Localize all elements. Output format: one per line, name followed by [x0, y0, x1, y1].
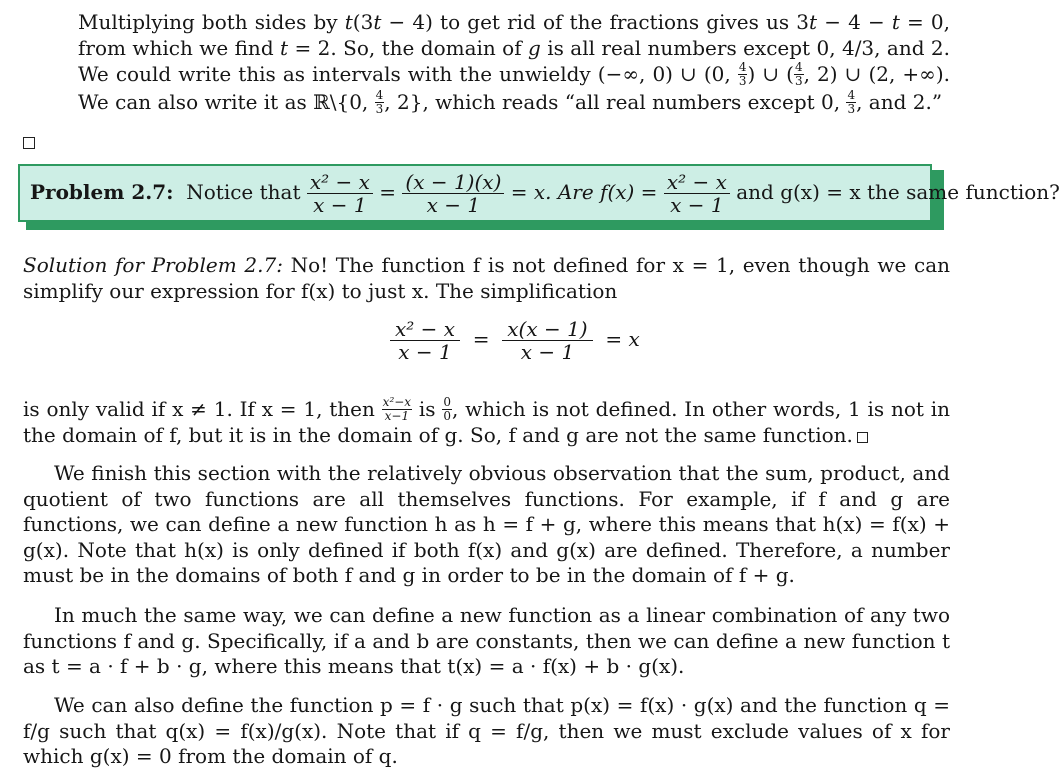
fraction-four-thirds: $\frac{4}{3}$ — [738, 60, 747, 89]
paragraph-domain-intro: Multiplying both sides by t(3t − 4) to get rid of the fractions gives us 3t − 4 − t = 0, from which we find t = 2. So, the domain of g is all real numbers except 0, 4/3, and 2. We could write this as intervals with the unwieldy (−∞, 0) ∪ (0, $\frac{4}{3}$ ) ∪ ( $\frac{4}{3}$ , 2) ∪ (2, +∞). We can also write it as ℝ\{0, $\frac{4}{3}$ , 2}, which reads “all real numbers except 0, $\frac{4}{3}$ , and 2.” — [78, 10, 951, 116]
fraction-four-thirds: $\frac{4}{3}$ — [375, 87, 384, 116]
inline-fraction-zero-over-zero: $\frac{0}{0}$ — [443, 395, 451, 424]
paragraph-sum-product-quotient: We finish this section with the relatively obvious observation that the sum, product, and quotient of two functions are all themselves functions. For example, if f and g are functions, we can define a new function h as h = f + g, where this means that h(x) = f(x) + g(x). Note that h(x) is only defined if both f(x) and g(x) are defined. Therefore, a number must be in the domains of both f and g in order to be in the domain of f + g. — [23, 461, 950, 588]
inline-fraction-x2-minus-x: $\frac{\text{x²−x}}{x-1}$ — [382, 395, 412, 424]
qed-square-icon — [857, 432, 868, 443]
paragraph-linear-combination: In much the same way, we can define a new function as a linear combination of any two functions f and g. Specifically, if a and b are constants, then we can define a new function t as t = a · f + b · g, where this means that t(x) = a · f(x) + b · g(x). — [23, 603, 950, 679]
display-fraction-1: $\frac{\text{x² − x}}{x - 1}$ — [390, 318, 460, 363]
display-fraction-2: $\frac{x(x - 1)}{x - 1}$ — [502, 318, 592, 363]
fraction-four-thirds: $\frac{4}{3}$ — [847, 87, 856, 116]
problem-notice: Notice that — [186, 180, 301, 205]
qed-square-icon — [23, 137, 35, 149]
fraction-x2-minus-x-over-x-minus-1: $\frac{\text{x² − x}}{x - 1}$ — [307, 171, 373, 216]
problem-end-text: and g(x) = x the same function? — [736, 180, 1060, 205]
display-result: = x — [605, 327, 640, 351]
problem-middle-text: = x. Are f(x) = — [510, 180, 658, 205]
fraction-f-definition: $\frac{\text{x² − x}}{x - 1}$ — [664, 171, 730, 216]
problem-label: Problem 2.7: — [30, 180, 174, 205]
solution-paragraph-2: is only valid if x ≠ 1. If x = 1, then $\frac{\text{x²−x}}{x-1}$ is $\frac{0}{0}$ , which is not defined. In other words, 1 is not in the domain of f, but it is in the domain of g. So, f and g are not the same function. — [23, 395, 950, 448]
display-equation: $\frac{\text{x² − x}}{x - 1}$ = $\frac{x(x - 1)}{x - 1}$ = x — [390, 318, 640, 363]
paragraph-product-quotient-definition: We can also define the function p = f · g such that p(x) = f(x) · g(x) and the function q = f/g such that q(x) = f(x)/g(x). Note that if q = f/g, then we must exclude values of x for which g(x) = 0 from the domain of q. — [23, 693, 950, 769]
fraction-factored: $\frac{(x - 1)(x)}{x - 1}$ — [402, 171, 504, 216]
problem-2-7-box: Problem 2.7: Notice that $\frac{\text{x² − x}}{x - 1}$ = $\frac{(x - 1)(x)}{x - 1}$ = x. Are f(x) = $\frac{\text{x² − x}}{x - 1}$ and g(x) = x the same function? — [18, 164, 932, 222]
fraction-four-thirds: $\frac{4}{3}$ — [794, 60, 803, 89]
solution-paragraph-1: Solution for Problem 2.7: No! The function f is not defined for x = 1, even though we can simplify our expression for f(x) to just x. The simplification — [23, 253, 950, 303]
solution-heading: Solution for Problem 2.7: — [23, 253, 283, 277]
